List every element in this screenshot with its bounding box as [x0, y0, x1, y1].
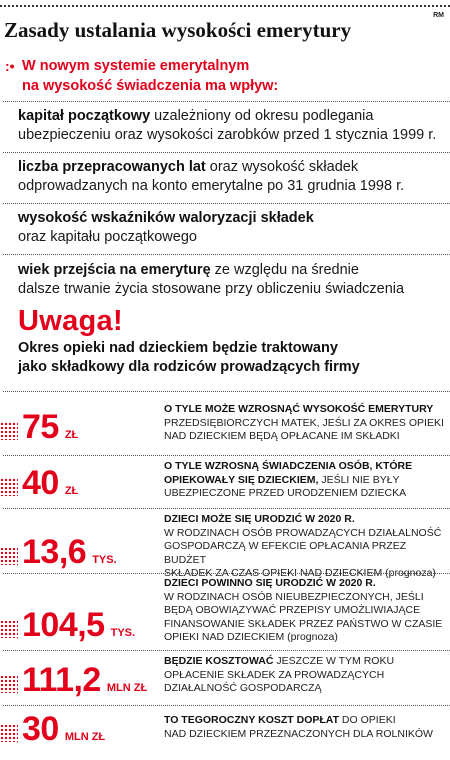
- notice-heading: Uwaga!: [18, 305, 123, 337]
- notice-text: [18, 339, 418, 377]
- factor-item: [18, 261, 448, 299]
- factor-text: ze względu na średnie: [210, 262, 359, 278]
- stat-unit: MLN ZŁ: [106, 682, 148, 694]
- factor-text: oraz kapitału początkowego: [18, 229, 197, 245]
- stat-number: 75 ZŁ: [22, 408, 79, 446]
- stat-description: DZIECI POWINNO SIĘ URODZIĆ W 2020 R. W RODZINACH OSÓB NIEUBEZPIECZONYCH, JEŚLI BĘDĄ OBOWIĄZYWAĆ PRZEPISY UMOŻLIWIAJĄCE FINANSOWANIE SKŁADEK PRZEZ PAŃSTWO W CZASIE OPIEKI NAD DZIECKIEM (prognoza): [164, 577, 443, 643]
- factor-bold: liczba przepracowanych lat: [18, 159, 206, 175]
- factor-text: odprowadzanych na konto emerytalne po 31 grudnia 1998 r.: [18, 178, 405, 194]
- bullet-marker-icon: :•: [5, 58, 15, 74]
- divider: [3, 455, 450, 456]
- divider: [3, 152, 450, 153]
- stat-description: O TYLE WZROSNĄ ŚWIADCZENIA OSÓB, KTÓRE OPIEKOWAŁY SIĘ DZIECKIEM, JEŚLI NIE BYŁY UBEZPIECZONE PRZED URODZENIEM DZIECKA: [164, 460, 413, 499]
- factor-text: oraz wysokość składek: [205, 159, 359, 175]
- dot-grid-icon: [0, 478, 18, 496]
- divider: [3, 101, 450, 102]
- factor-text: ubezpieczeniu oraz wysokości zarobków przed 1 stycznia 1999 r.: [18, 127, 437, 143]
- stat-unit: TYS.: [110, 627, 136, 639]
- factor-item: [18, 158, 448, 196]
- divider: [3, 203, 450, 204]
- notice-line-2: jako składkowy dla rodziców prowadzących firmy: [18, 359, 360, 375]
- factor-item: [18, 209, 448, 247]
- stat-number: 40 ZŁ: [22, 464, 79, 502]
- divider: [3, 508, 450, 509]
- factor-text: dalsze trwanie życia stosowane przy obliczeniu świadczenia: [18, 281, 405, 297]
- divider: [3, 650, 450, 651]
- page-title: Zasady ustalania wysokości emerytury: [4, 18, 352, 42]
- factor-item: [18, 107, 448, 145]
- stat-description: BĘDZIE KOSZTOWAĆ JESZCZE W TYM ROKU OPŁACENIE SKŁADEK ZA PROWADZĄCYCH DZIAŁALNOŚĆ GOSPODARCZĄ: [164, 655, 395, 694]
- factor-bold: kapitał początkowy: [18, 108, 151, 124]
- top-dotted-rule: [0, 5, 450, 7]
- dot-grid-icon: [0, 547, 18, 565]
- dot-grid-icon: [0, 675, 18, 693]
- factor-bold: wiek przejścia na emeryturę: [18, 262, 211, 278]
- stat-number: 30 MLN ZŁ: [22, 710, 106, 748]
- stat-description: O TYLE MOŻE WZROSNĄĆ WYSOKOŚĆ EMERYTURY PRZEDSIĘBIORCZYCH MATEK, JEŚLI ZA OKRES OPIEKI NAD DZIECKIEM BĘDĄ OPŁACANE IM SKŁADKI: [164, 403, 444, 442]
- publisher-mark: RM: [433, 12, 444, 19]
- divider: [3, 705, 450, 706]
- intro-line-2: na wysokość świadczenia ma wpływ:: [22, 78, 279, 94]
- divider: [3, 254, 450, 255]
- stat-unit: TYS.: [92, 554, 117, 566]
- divider: [3, 391, 450, 392]
- stat-unit: ZŁ: [64, 485, 79, 497]
- stat-unit: MLN ZŁ: [64, 731, 106, 743]
- intro-line-1: W nowym systemie emerytalnym: [22, 58, 250, 74]
- stat-description: DZIECI MOŻE SIĘ URODZIĆ W 2020 R. W RODZINACH OSÓB PROWADZĄCYCH DZIAŁALNOŚĆ GOSPODARCZĄ W EFEKCIE OPŁACANIA PRZEZ BUDŻET SKŁADEK ZA CZAS OPIEKI NAD DZIECKIEM (prognoza): [164, 513, 442, 579]
- factor-bold: wysokość wskaźników waloryzacji składek: [18, 210, 314, 226]
- factor-text: uzależniony od okresu podlegania: [150, 108, 374, 124]
- dot-grid-icon: [0, 422, 18, 440]
- divider: [3, 573, 450, 574]
- dot-grid-icon: [0, 724, 18, 742]
- stat-number: 104,5 TYS.: [22, 606, 136, 644]
- intro-subheading: [5, 56, 440, 96]
- stat-number: 111,2 MLN ZŁ: [22, 661, 148, 699]
- stat-unit: ZŁ: [64, 429, 79, 441]
- stat-description: TO TEGOROCZNY KOSZT DOPŁAT DO OPIEKI NAD DZIECKIEM PRZEZNACZONYCH DLA ROLNIKÓW: [164, 714, 433, 740]
- stat-number: 13,6 TYS.: [22, 533, 117, 571]
- notice-line-1: Okres opieki nad dzieckiem będzie traktowany: [18, 340, 338, 356]
- dot-grid-icon: [0, 620, 18, 638]
